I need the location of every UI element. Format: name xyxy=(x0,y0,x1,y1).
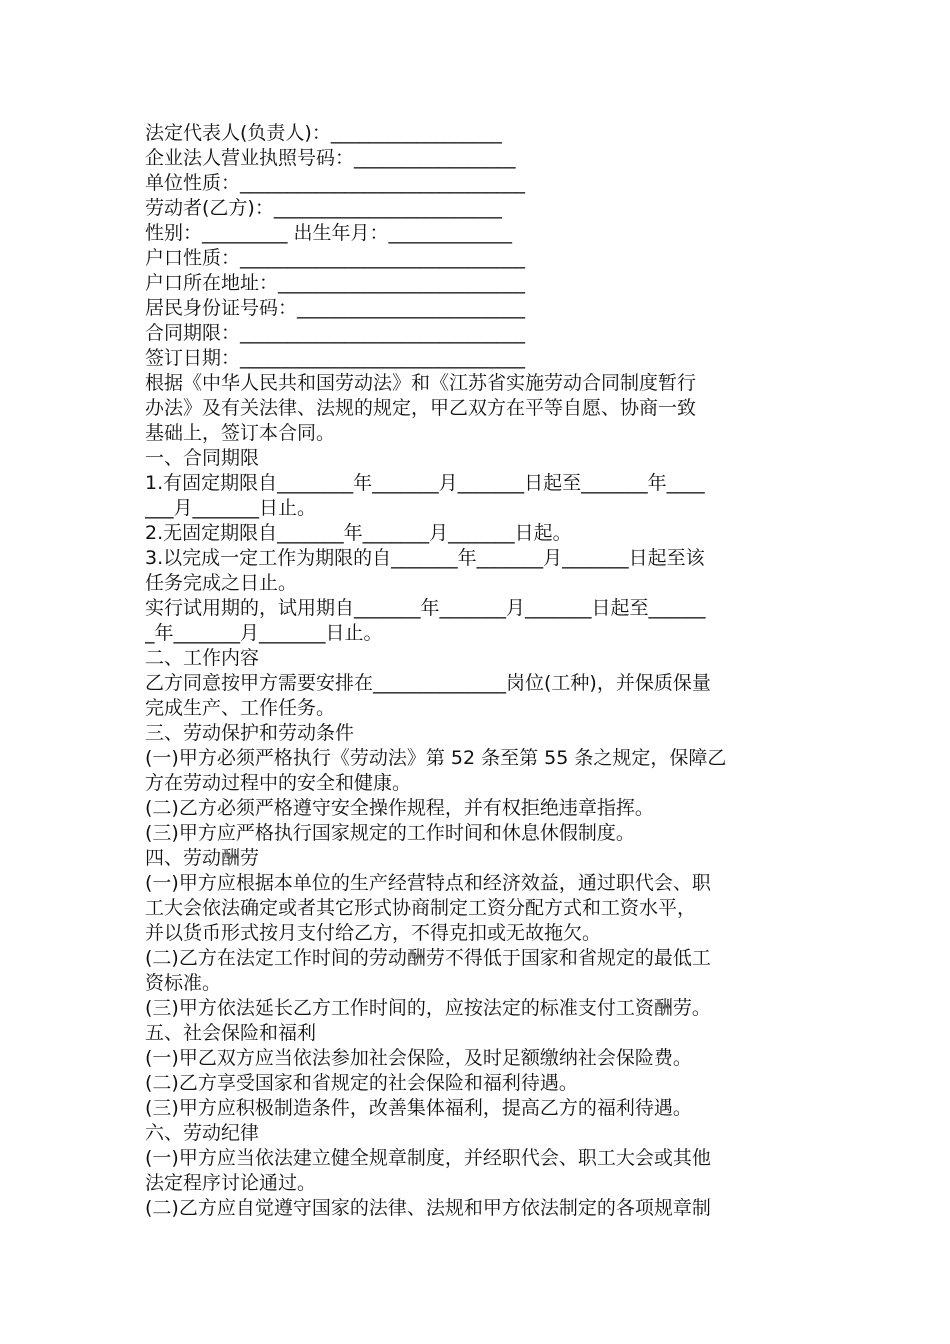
paragraph-line: 工大会依法确定或者其它形式协商制定工资分配方式和工资水平， xyxy=(145,897,697,919)
paragraph-line: 法定程序讨论通过。 xyxy=(145,1172,317,1194)
contract-text xyxy=(145,121,807,1221)
paragraph-line: 办法》及有关法律、法规的规定，甲乙双方在平等自愿、协商一致 xyxy=(145,397,697,419)
paragraph-line: 完成生产、工作任务。 xyxy=(145,697,336,719)
paragraph-line: 1.有固定期限自________年_______月_______日起至_______年____ xyxy=(145,472,705,494)
paragraph-line: 2.无固定期限自_______年_______月_______日起。 xyxy=(145,522,572,544)
section-heading: 四、劳动酬劳 xyxy=(145,847,260,869)
paragraph-line: ___月_______日止。 xyxy=(145,497,317,519)
text-line: 企业法人营业执照号码：_________________ xyxy=(145,147,516,169)
paragraph-line: (三)甲方依法延长乙方工作时间的，应按法定的标准支付工资酬劳。 xyxy=(145,997,711,1019)
paragraph-line: (二)乙方在法定工作时间的劳动酬劳不得低于国家和省规定的最低工 xyxy=(145,947,711,969)
section-heading: 二、工作内容 xyxy=(145,647,260,669)
paragraph-line: 资标准。 xyxy=(145,972,222,994)
paragraph-line: (一)甲乙双方应当依法参加社会保险，及时足额缴纳社会保险费。 xyxy=(145,1047,692,1069)
section-heading: 五、社会保险和福利 xyxy=(145,1022,317,1044)
paragraph-line: 实行试用期的，试用期自_______年_______月_______日起至______ xyxy=(145,597,706,619)
paragraph-line: 方在劳动过程中的安全和健康。 xyxy=(145,772,412,794)
text-line: 居民身份证号码：________________________ xyxy=(145,297,526,319)
paragraph-line: (一)甲方应当依法建立健全规章制度，并经职代会、职工大会或其他 xyxy=(145,1147,711,1169)
paragraph-line: (一)甲方应根据本单位的生产经营特点和经济效益，通过职代会、职 xyxy=(145,872,711,894)
paragraph-line: (三)甲方应严格执行国家规定的工作时间和休息休假制度。 xyxy=(145,822,635,844)
section-heading: 一、合同期限 xyxy=(145,447,260,469)
paragraph-line: (二)乙方必须严格遵守安全操作规程，并有权拒绝违章指挥。 xyxy=(145,797,654,819)
paragraph-line: 乙方同意按甲方需要安排在______________岗位(工种)，并保质保量 xyxy=(145,672,711,694)
text-line: 法定代表人(负责人)：__________________ xyxy=(145,122,502,144)
section-heading: 六、劳动纪律 xyxy=(145,1122,260,1144)
paragraph-line: (二)乙方应自觉遵守国家的法律、法规和甲方依法制定的各项规章制 xyxy=(145,1197,711,1219)
paragraph-line: _年_______月_______日止。 xyxy=(145,622,383,644)
paragraph-line: 基础上，签订本合同。 xyxy=(145,422,336,444)
text-line: 性别：_________ 出生年月：_____________ xyxy=(145,222,513,244)
section-heading: 三、劳动保护和劳动条件 xyxy=(145,722,355,744)
paragraph-line: 并以货币形式按月支付给乙方，不得克扣或无故拖欠。 xyxy=(145,922,602,944)
text-line: 户口性质：______________________________ xyxy=(145,247,526,269)
paragraph-line: 3.以完成一定工作为期限的自_______年_______月_______日起至该 xyxy=(145,547,705,569)
paragraph-line: 任务完成之日止。 xyxy=(145,572,298,594)
paragraph-line: 根据《中华人民共和国劳动法》和《江苏省实施劳动合同制度暂行 xyxy=(145,372,697,394)
paragraph-line: (二)乙方享受国家和省规定的社会保险和福利待遇。 xyxy=(145,1072,578,1094)
text-line: 合同期限：______________________________ xyxy=(145,322,526,344)
text-line: 户口所在地址：__________________________ xyxy=(145,272,526,294)
paragraph-line: (三)甲方应积极制造条件，改善集体福利，提高乙方的福利待遇。 xyxy=(145,1097,692,1119)
text-line: 劳动者(乙方)：________________________ xyxy=(145,197,502,219)
paragraph-line: (一)甲方必须严格执行《劳动法》第 52 条至第 55 条之规定，保障乙 xyxy=(145,747,727,769)
text-line: 单位性质：______________________________ xyxy=(145,172,526,194)
text-line: 签订日期：______________________________ xyxy=(145,347,526,369)
